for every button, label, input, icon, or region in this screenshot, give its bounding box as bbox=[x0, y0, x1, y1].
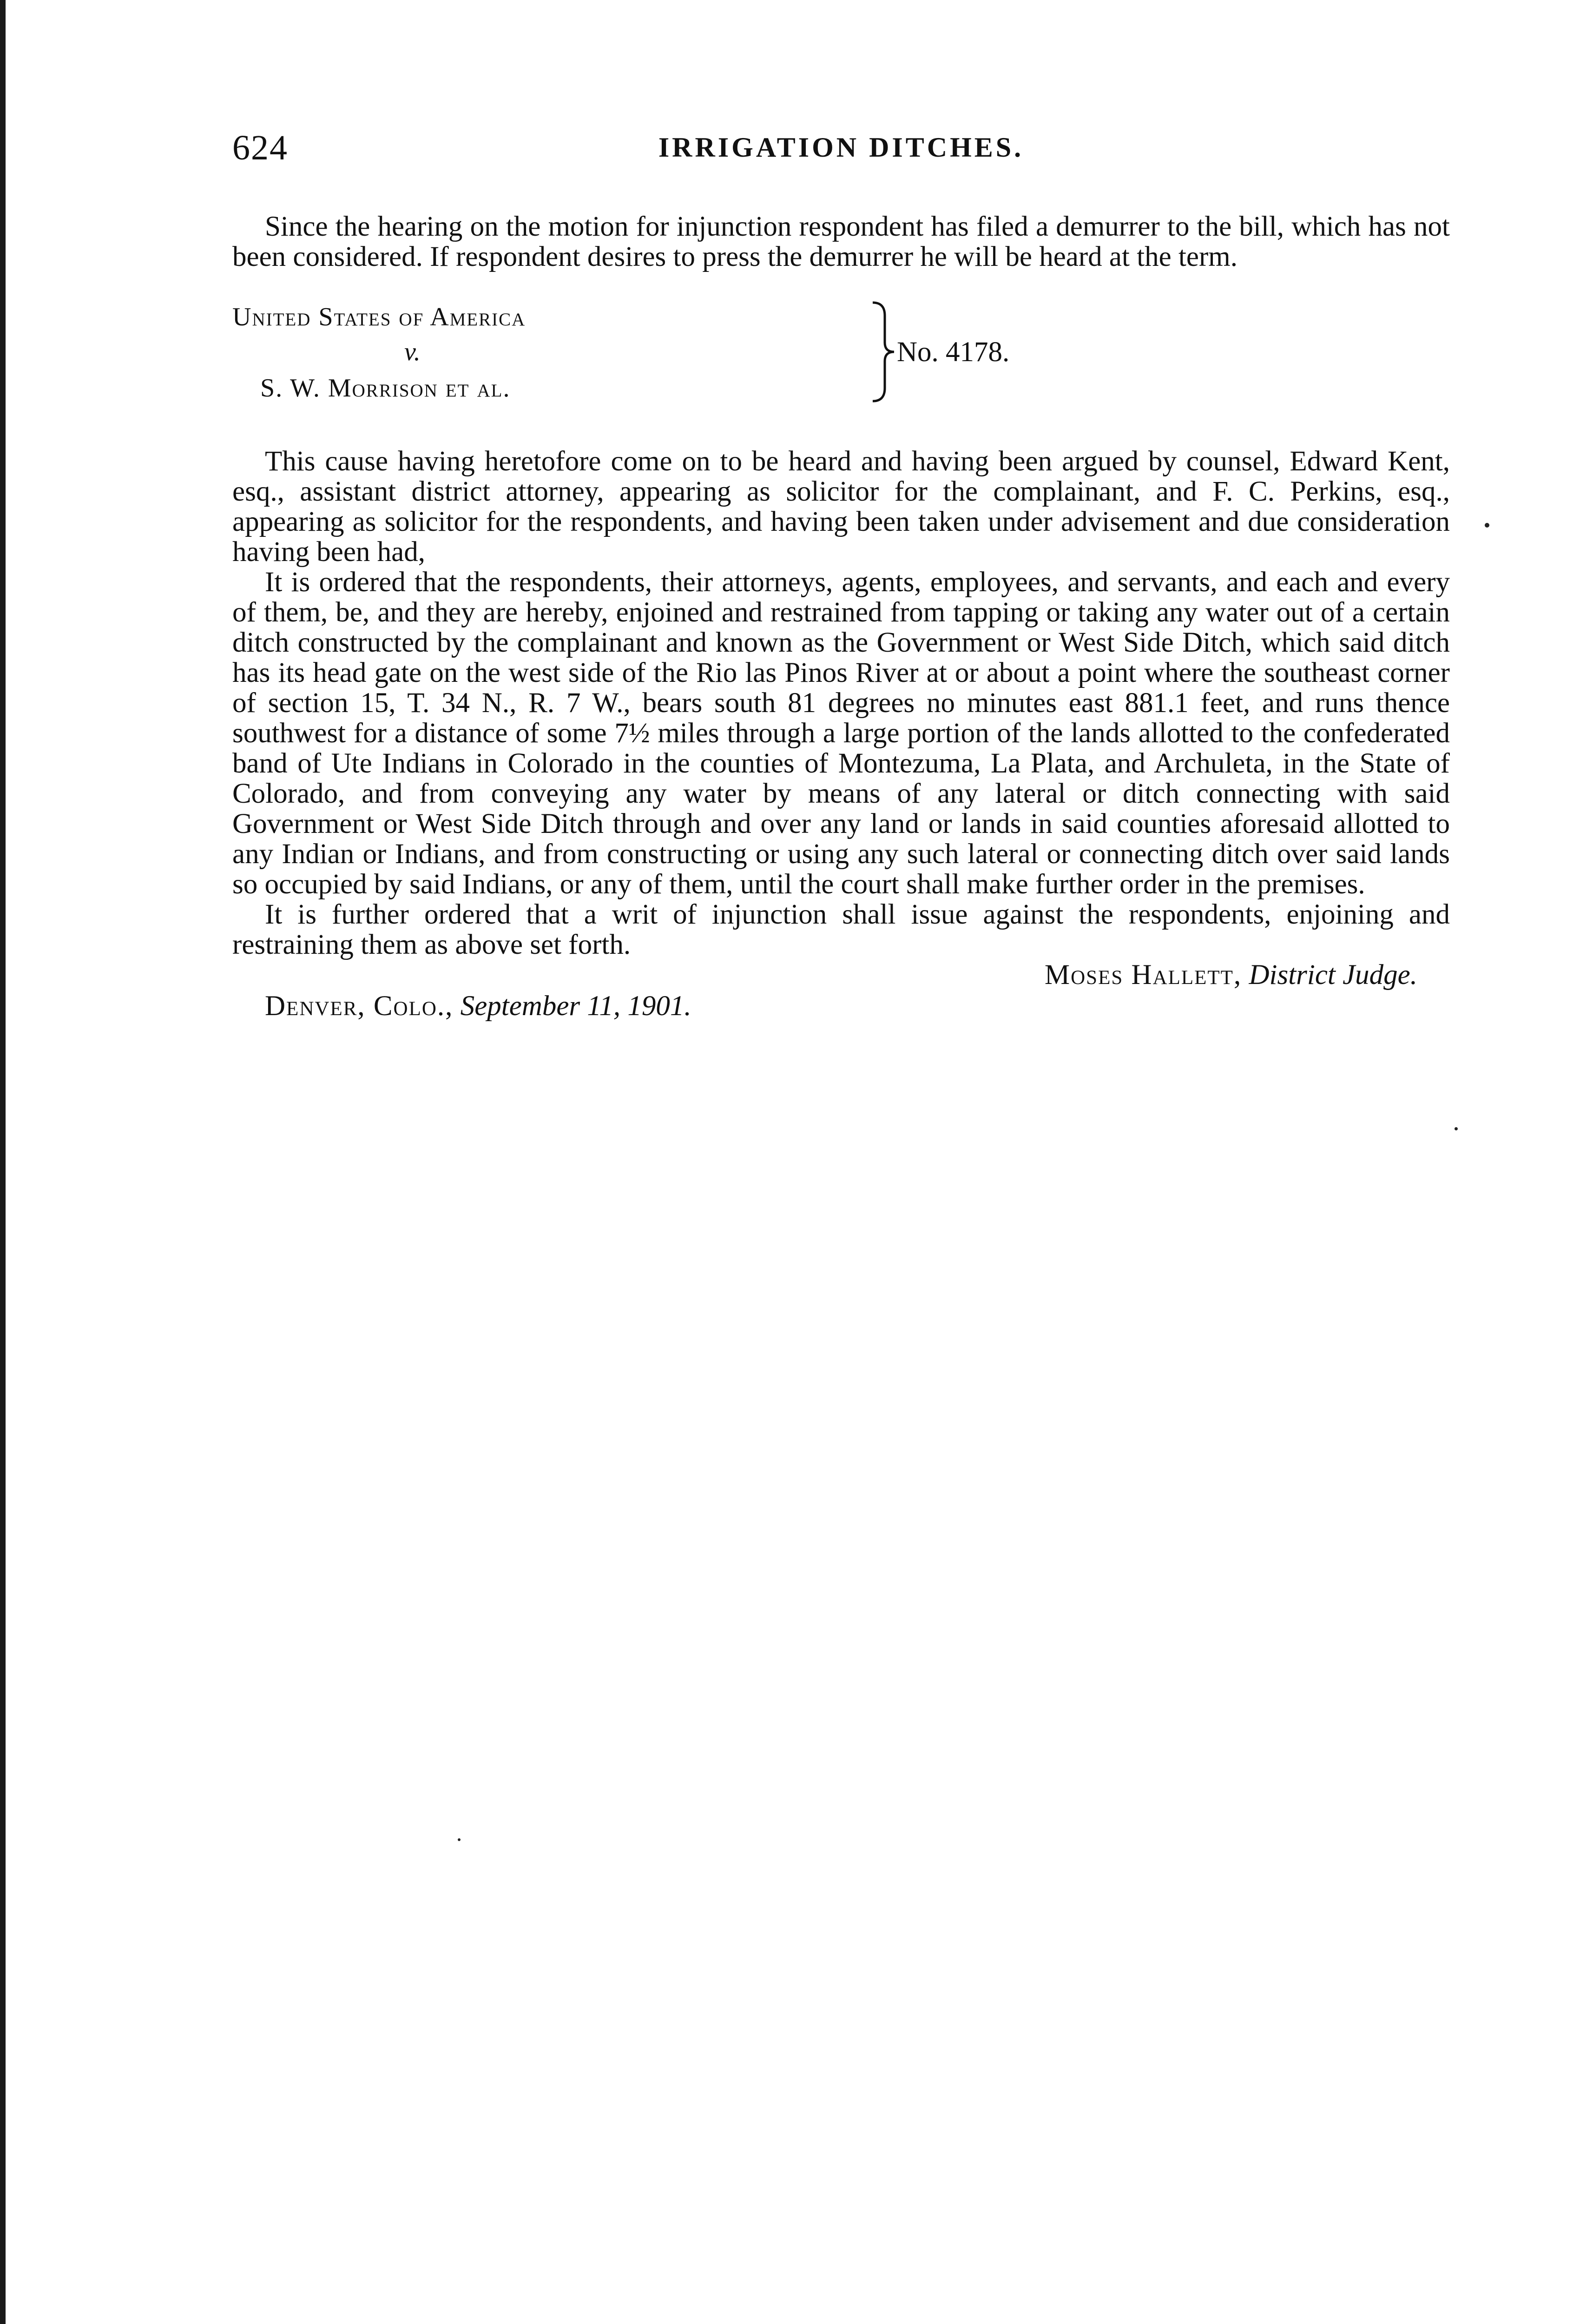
docket-number: No. 4178. bbox=[897, 337, 1010, 368]
case-caption bbox=[232, 300, 1450, 404]
dateline bbox=[265, 991, 1450, 1021]
order-paragraph-writ: It is further ordered that a writ of injunction shall issue against the respondents, enjoining and restraining them as above set forth. bbox=[232, 899, 1450, 960]
versus-label: v. bbox=[404, 337, 421, 366]
page-body bbox=[232, 211, 1450, 1021]
judge-name: Moses Hallett, bbox=[1044, 959, 1242, 990]
order-paragraph-injunction: It is ordered that the respondents, their attorneys, agents, employees, and servants, and each and every of them, be, and they are hereby, enjoined and restrained from tapping or taking any water out of a certain ditch constructed by the complainant and known as the Government or West Side Ditch, which said ditch has its head gate on the west side of the Rio las Pinos River at or about a point where the southeast corner of section 15, T. 34 N., R. 7 W., bears south 81 degrees no minutes east 881.1 feet, and runs thence southwest for a distance of some 7½ miles through a large portion of the lands allotted to the confederated band of Ute Indians in Colorado in the counties of Montezuma, La Plata, and Archuleta, in the State of Colorado, and from conveying any water by means of any lateral or ditch connecting with said Government or West Side Ditch through and over any land or lands in said counties aforesaid allotted to any Indian or Indians, and from constructing or using any such lateral or connecting ditch over said lands so occupied by said Indians, or any of them, until the court shall make further order in the premises. bbox=[232, 567, 1450, 900]
intro-paragraph: Since the hearing on the motion for injunction respondent has filed a demurrer to the bill, which has not been considered. If respondent desires to press the demurrer he will be heard at the term. bbox=[232, 211, 1450, 272]
running-head: IRRIGATION DITCHES. bbox=[658, 132, 1024, 163]
scan-speck bbox=[1455, 1127, 1458, 1130]
scan-speck bbox=[458, 1838, 461, 1841]
caption-brace bbox=[869, 300, 897, 404]
judge-signature bbox=[232, 960, 1450, 990]
dateline-place: Denver, Colo., bbox=[265, 990, 454, 1022]
dateline-date: September 11, 1901. bbox=[460, 990, 691, 1022]
page-header bbox=[232, 128, 1450, 179]
scan-left-edge bbox=[0, 0, 6, 2324]
order-paragraph-recital: This cause having heretofore come on to be heard and having been argued by counsel, Edward Kent, esq., assistant district attorney, appearing as solicitor for the complainant, and F. C. Perkins, esq., appearing as solicitor for the respondents, and having been taken under advisement and due consideration having been had, bbox=[232, 446, 1450, 568]
plaintiff-name: United States of America bbox=[232, 303, 526, 331]
page-number: 624 bbox=[232, 128, 288, 167]
judge-title: District Judge. bbox=[1249, 959, 1417, 990]
defendant-name: S. W. Morrison et al. bbox=[260, 374, 511, 403]
scan-speck bbox=[1485, 523, 1489, 528]
